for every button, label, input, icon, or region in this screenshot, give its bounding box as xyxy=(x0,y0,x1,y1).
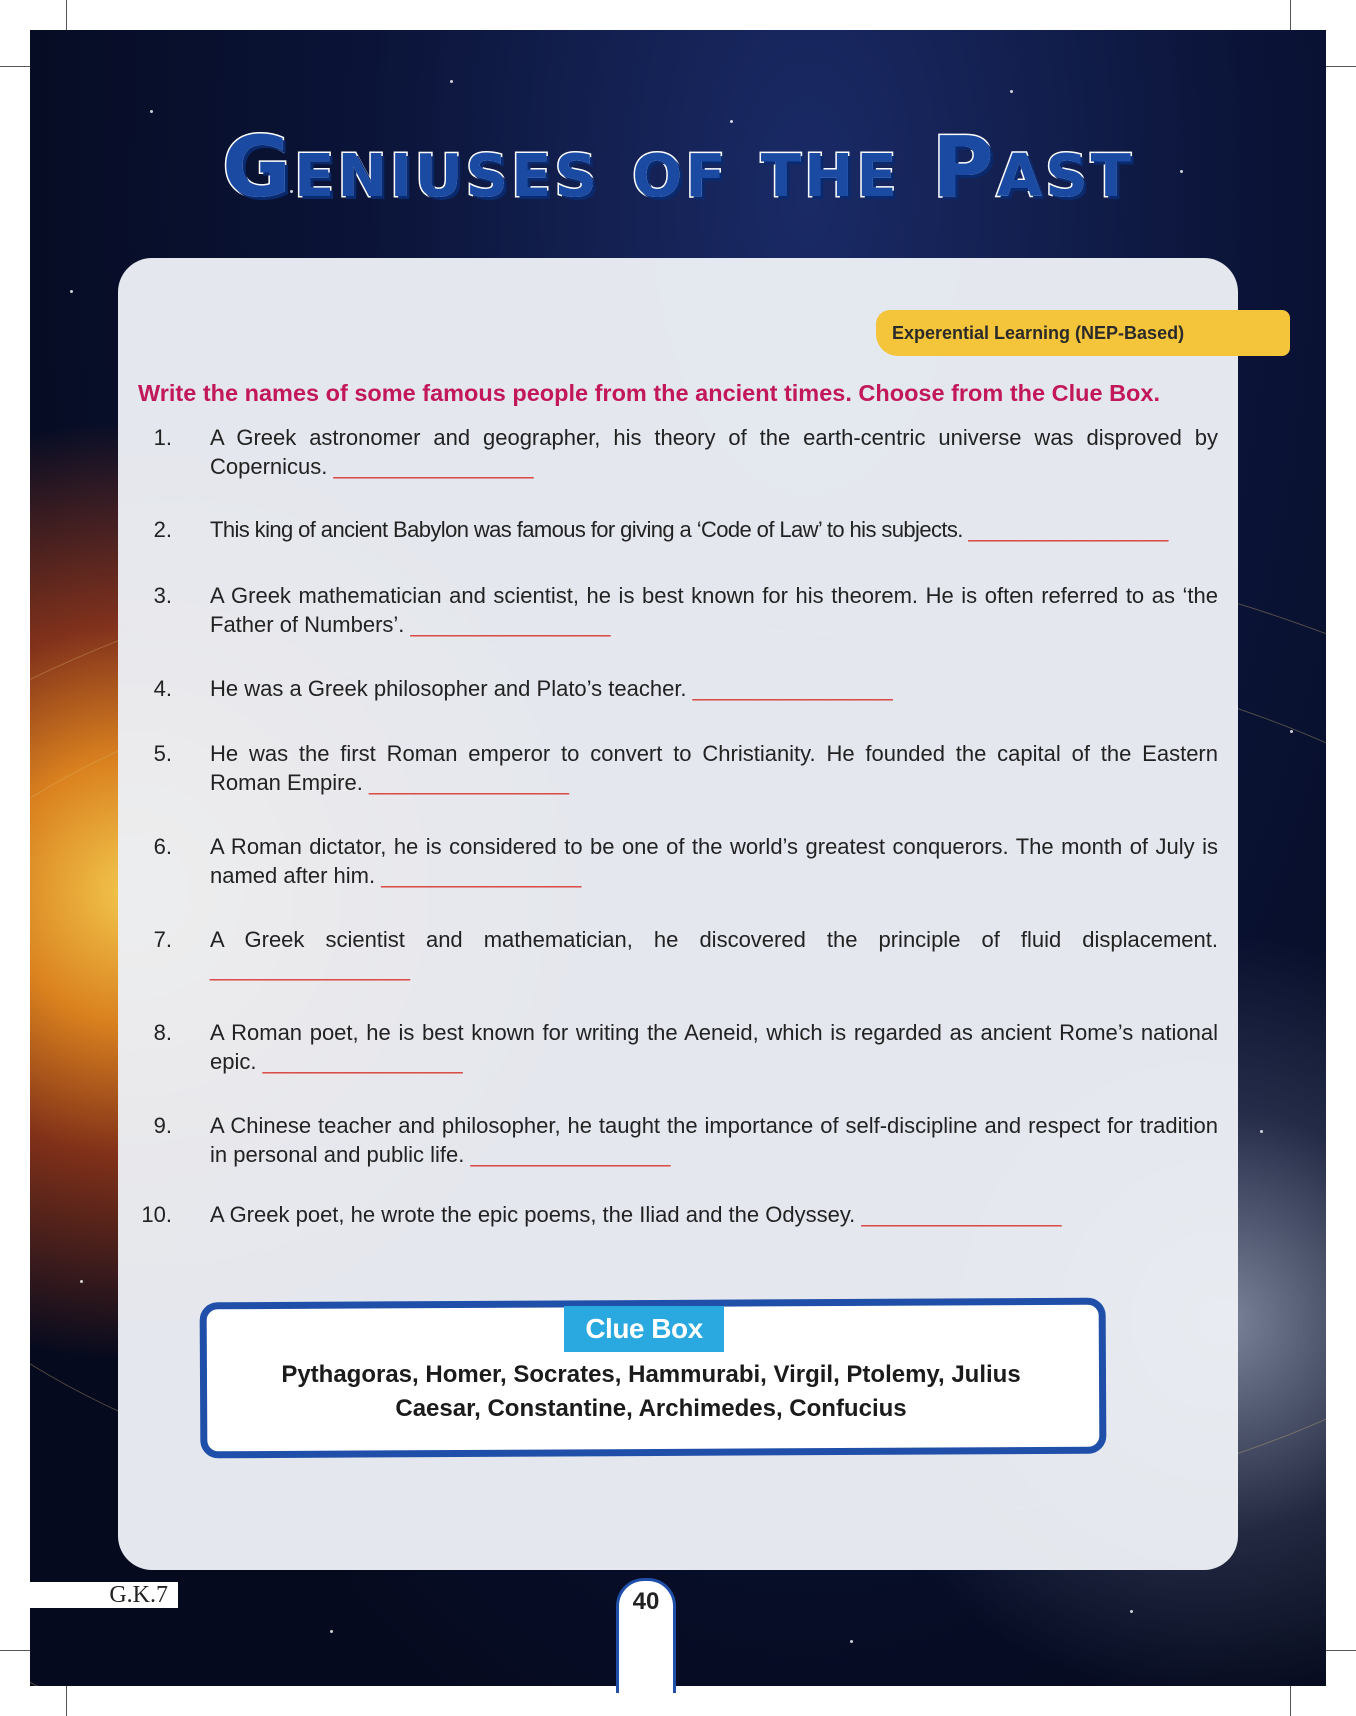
star xyxy=(330,1630,333,1633)
star xyxy=(1260,1130,1263,1133)
question-text xyxy=(210,674,1218,703)
answer-blank[interactable]: _________________ xyxy=(333,454,534,479)
answer-blank[interactable]: _________________ xyxy=(381,863,581,888)
question-body: A Greek scientist and mathematician, he discovered the principle of fluid displacement. xyxy=(210,927,1218,952)
nep-badge: Experential Learning (NEP-Based) xyxy=(876,310,1290,356)
question-text xyxy=(210,1111,1218,1169)
clue-box-title: Clue Box xyxy=(564,1306,724,1352)
question-number: 9. xyxy=(153,1113,172,1138)
answer-blank[interactable]: _________________ xyxy=(410,612,611,637)
question-number: 10. xyxy=(141,1202,172,1227)
star xyxy=(150,110,153,113)
answer-blank[interactable]: _________________ xyxy=(210,956,410,981)
answer-blank[interactable]: _________________ xyxy=(968,517,1168,542)
question-number: 4. xyxy=(153,676,172,701)
question-text xyxy=(210,925,1218,983)
star xyxy=(70,290,73,293)
instruction-text: Write the names of some famous people from the ancient times. Choose from the Clue Box. xyxy=(138,380,1160,406)
crop-mark xyxy=(66,1686,67,1716)
crop-mark xyxy=(0,1650,30,1651)
question-number: 5. xyxy=(153,741,172,766)
clue-line: Pythagoras, Homer, Socrates, Hammurabi, Virgil, Ptolemy, Julius xyxy=(281,1361,1021,1388)
crop-mark xyxy=(1326,1650,1356,1651)
question-body: A Roman dictator, he is considered to be one of the world’s greatest conquerors. The month of July is named after him. xyxy=(210,834,1218,888)
question-body: A Roman poet, he is best known for writing the Aeneid, which is regarded as ancient Rome’s national epic. xyxy=(210,1020,1218,1074)
question-text xyxy=(210,739,1218,797)
crop-mark xyxy=(1326,66,1356,67)
question-text xyxy=(210,1200,1218,1229)
star xyxy=(450,80,453,83)
question-text xyxy=(210,581,1218,639)
crop-mark xyxy=(66,0,67,30)
question-body: He was the first Roman emperor to convert to Christianity. He founded the capital of the Eastern Roman Empire. xyxy=(210,741,1218,795)
star xyxy=(1290,730,1293,733)
clue-box-words xyxy=(230,1358,1072,1426)
question-body: A Chinese teacher and philosopher, he taught the importance of self-discipline and respect for tradition in personal and public life. xyxy=(210,1113,1218,1167)
page-title: Geniuses of the Past xyxy=(222,118,1134,216)
question-body: A Greek astronomer and geographer, his theory of the earth-centric universe was disproved by Copernicus. xyxy=(210,425,1218,479)
star xyxy=(1130,1610,1133,1613)
question-text xyxy=(210,1018,1218,1076)
crop-mark xyxy=(0,66,30,67)
answer-blank[interactable]: _________________ xyxy=(368,770,569,795)
star xyxy=(80,1280,83,1283)
question-body: A Greek mathematician and scientist, he is best known for his theorem. He is often referred to as ‘the Father of Numbers’. xyxy=(210,583,1218,637)
page-number: 40 xyxy=(632,1588,660,1615)
star xyxy=(850,1640,853,1643)
question-body: A Greek poet, he wrote the epic poems, the Iliad and the Odyssey. xyxy=(210,1202,856,1227)
crop-mark xyxy=(1290,1686,1291,1716)
question-number: 2. xyxy=(153,517,172,542)
question-number: 6. xyxy=(153,834,172,859)
question-body: This king of ancient Babylon was famous for giving a ‘Code of Law’ to his subjects. xyxy=(210,517,963,542)
question-text xyxy=(210,423,1218,481)
answer-blank[interactable]: _________________ xyxy=(861,1202,1061,1227)
question-number: 1. xyxy=(153,425,172,450)
answer-blank[interactable]: _________________ xyxy=(692,676,893,701)
question-text xyxy=(210,515,1218,544)
book-label: G.K.7 xyxy=(30,1582,178,1608)
question-text xyxy=(210,832,1218,890)
question-number: 3. xyxy=(153,583,172,608)
question-body: He was a Greek philosopher and Plato’s teacher. xyxy=(210,676,687,701)
clue-line: Caesar, Constantine, Archimedes, Confucius xyxy=(395,1395,907,1422)
crop-mark xyxy=(1290,0,1291,30)
question-number: 7. xyxy=(153,927,172,952)
answer-blank[interactable]: _________________ xyxy=(470,1142,671,1167)
answer-blank[interactable]: _________________ xyxy=(262,1049,463,1074)
star xyxy=(1010,90,1013,93)
question-number: 8. xyxy=(153,1020,172,1045)
